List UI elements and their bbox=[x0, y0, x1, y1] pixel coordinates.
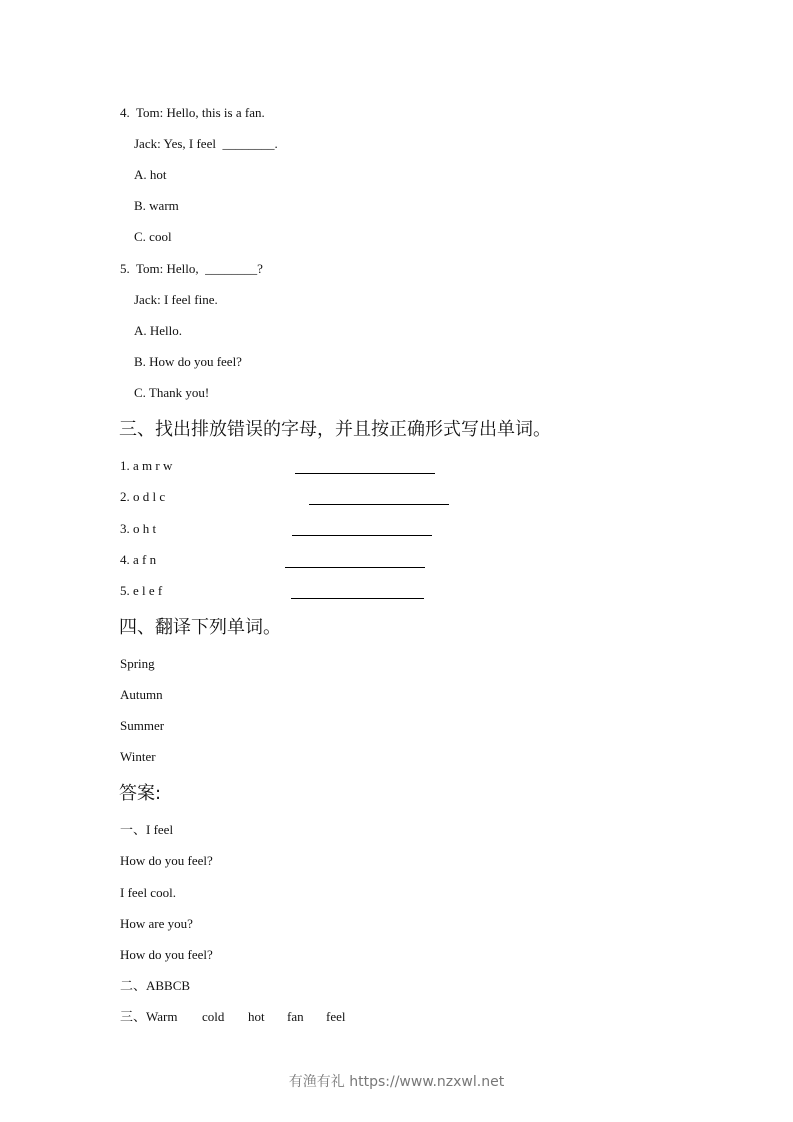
translate-word-autumn: Autumn bbox=[120, 687, 163, 702]
answer-part-one-line-3: I feel cool. bbox=[120, 885, 176, 900]
question-5-option-c: C. Thank you! bbox=[134, 385, 210, 400]
scrambled-word-1: 1. a m r w bbox=[120, 458, 173, 473]
answer-part-three-label: 三、Warm bbox=[120, 1009, 178, 1024]
translate-word-winter: Winter bbox=[120, 749, 156, 764]
answer-part-two: 二、ABBCB bbox=[120, 978, 191, 993]
translate-word-summer: Summer bbox=[120, 718, 165, 733]
scrambled-word-5: 5. e l e f bbox=[120, 583, 163, 598]
answer-part-three-word-3: fan bbox=[287, 1009, 304, 1024]
question-4-option-a: A. hot bbox=[134, 167, 167, 182]
question-4-prompt: 4. Tom: Hello, this is a fan. bbox=[120, 105, 265, 120]
answers-heading: 答案: bbox=[119, 783, 162, 804]
answer-blank-4 bbox=[285, 567, 425, 568]
answer-part-one-line-2: How do you feel? bbox=[120, 853, 213, 868]
answer-part-three-word-4: feel bbox=[326, 1009, 346, 1024]
question-5-prompt: 5. Tom: Hello, ________? bbox=[120, 261, 263, 276]
answer-blank-1 bbox=[295, 473, 435, 474]
answer-part-three-word-2: hot bbox=[248, 1009, 265, 1024]
scrambled-word-2: 2. o d l c bbox=[120, 489, 166, 504]
question-4-option-b: B. warm bbox=[134, 198, 179, 213]
answer-part-three-word-1: cold bbox=[202, 1009, 225, 1024]
question-5-option-a: A. Hello. bbox=[134, 323, 183, 338]
scrambled-word-4: 4. a f n bbox=[120, 552, 157, 567]
answer-part-one-line-1: 一、I feel bbox=[120, 822, 174, 837]
question-4-option-c: C. cool bbox=[134, 229, 172, 244]
question-5-response: Jack: I feel fine. bbox=[134, 292, 218, 307]
answer-part-one-line-5: How do you feel? bbox=[120, 947, 213, 962]
section-three-heading: 三、找出排放错误的字母，并且按正确形式写出单词。 bbox=[119, 419, 551, 440]
translate-word-spring: Spring bbox=[120, 656, 155, 671]
footer-watermark: 有渔有礼 https://www.nzxwl.net bbox=[288, 1074, 505, 1090]
question-5-option-b: B. How do you feel? bbox=[134, 354, 242, 369]
question-4-response: Jack: Yes, I feel ________. bbox=[134, 136, 278, 151]
answer-blank-2 bbox=[309, 504, 449, 505]
answer-part-one-line-4: How are you? bbox=[120, 916, 193, 931]
answer-blank-5 bbox=[291, 598, 424, 599]
answer-blank-3 bbox=[292, 535, 432, 536]
scrambled-word-3: 3. o h t bbox=[120, 521, 157, 536]
section-four-heading: 四、翻译下列单词。 bbox=[119, 617, 281, 638]
